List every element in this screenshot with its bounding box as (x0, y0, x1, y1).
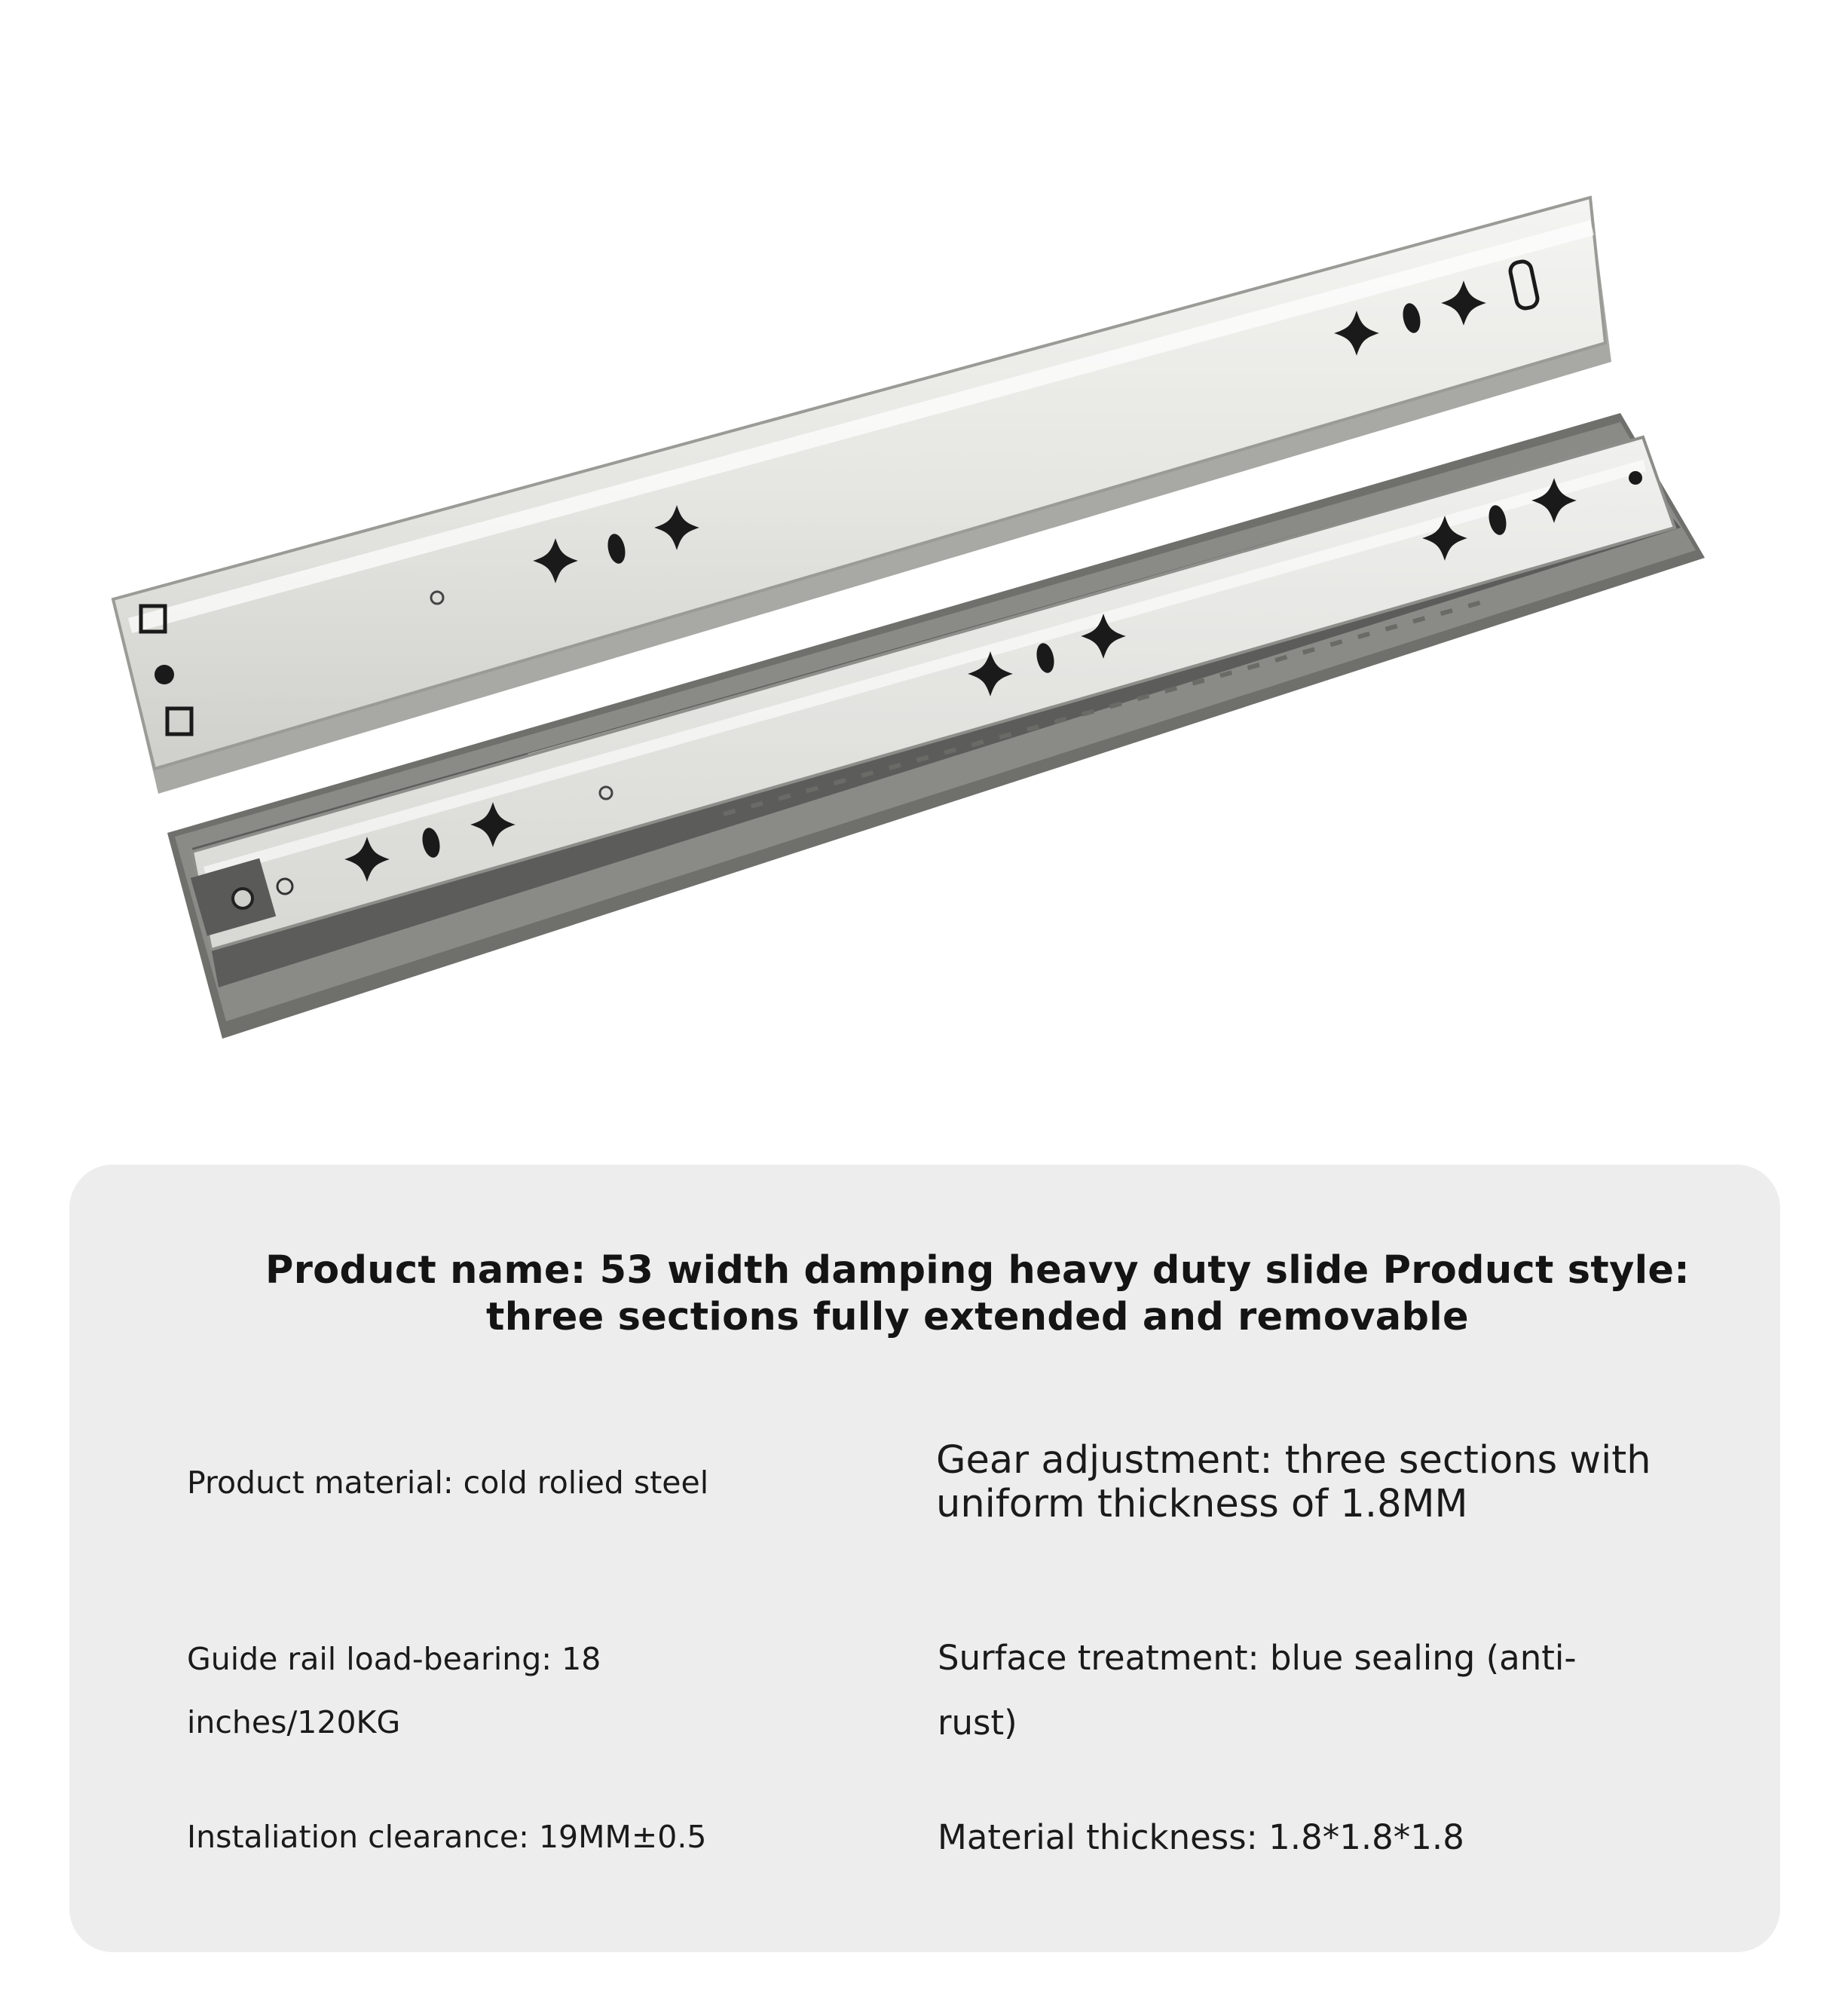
spec-surface-treatment: Surface treatment: blue sealing (anti-rust) (938, 1638, 1577, 1743)
spec-card (69, 1165, 1780, 1952)
product-title (205, 1247, 1750, 1341)
product-title-line-1: Product name: 53 width damping heavy duty slide Product style: (265, 1248, 1690, 1293)
product-title-line-2: three sections fully extended and removable (486, 1295, 1469, 1339)
spec-material-thickness: Material thickness: 1.8*1.8*1.8 (938, 1817, 1464, 1857)
spec-clearance: Instaliation clearance: 19MM±0.5 (187, 1819, 707, 1855)
spec-gear-adjustment: Gear adjustment: three sections with uniform thickness of 1.8MM (936, 1438, 1651, 1526)
spec-load-bearing: Guide rail load-bearing: 18 inches/120KG (187, 1641, 601, 1740)
spec-material: Product material: cold rolied steel (187, 1465, 709, 1501)
